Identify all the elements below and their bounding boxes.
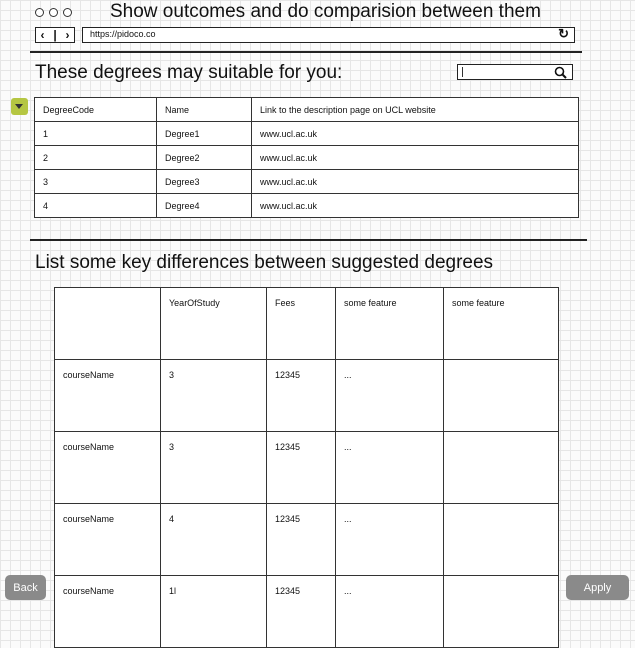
forward-arrow-icon[interactable]: › [65, 28, 70, 42]
header-cell: Fees [267, 288, 336, 360]
table-row [55, 432, 559, 504]
table-row [55, 576, 559, 648]
table-header-row [35, 98, 579, 122]
degree-link[interactable]: www.ucl.ac.uk [252, 194, 579, 218]
year-cell: 3 [161, 360, 267, 432]
feature-cell: ... [336, 360, 444, 432]
degree-name-cell: Degree4 [157, 194, 252, 218]
course-name-cell: courseName [55, 576, 161, 648]
degree-name-cell: Degree3 [157, 170, 252, 194]
window-control-dot[interactable] [35, 8, 44, 17]
header-cell: Link to the description page on UCL website [252, 98, 579, 122]
degree-link[interactable]: www.ucl.ac.uk [252, 122, 579, 146]
header-cell: some feature [444, 288, 559, 360]
table-row[interactable] [35, 194, 579, 218]
degree-name-cell: Degree1 [157, 122, 252, 146]
header-cell: YearOfStudy [161, 288, 267, 360]
reload-icon[interactable]: ↻ [558, 26, 569, 41]
differences-heading: List some key differences between suggested degrees [35, 252, 494, 273]
divider [30, 51, 582, 53]
table-row[interactable] [35, 170, 579, 194]
degree-link[interactable]: www.ucl.ac.uk [252, 146, 579, 170]
feature-cell [444, 432, 559, 504]
window-control-dot[interactable] [49, 8, 58, 17]
back-button[interactable]: Back [5, 575, 46, 600]
feature-cell: ... [336, 432, 444, 504]
feature-cell [444, 360, 559, 432]
course-name-cell: courseName [55, 432, 161, 504]
back-arrow-icon[interactable]: ‹ [40, 28, 45, 42]
table-row[interactable] [35, 122, 579, 146]
divider [30, 239, 587, 241]
feature-cell: ... [336, 504, 444, 576]
header-cell [55, 288, 161, 360]
apply-button[interactable]: Apply [566, 575, 629, 600]
header-cell: Name [157, 98, 252, 122]
browser-nav [35, 27, 75, 43]
fees-cell: 12345 [267, 360, 336, 432]
header-cell: DegreeCode [35, 98, 157, 122]
degree-code-cell: 3 [35, 170, 157, 194]
fees-cell: 12345 [267, 576, 336, 648]
suitable-degrees-heading: These degrees may suitable for you: [35, 62, 343, 83]
feature-cell: ... [336, 576, 444, 648]
degree-code-cell: 1 [35, 122, 157, 146]
window-control-dot[interactable] [63, 8, 72, 17]
search-icon[interactable] [554, 66, 567, 79]
address-bar[interactable] [82, 27, 575, 43]
feature-cell [444, 504, 559, 576]
degree-link[interactable]: www.ucl.ac.uk [252, 170, 579, 194]
table-row[interactable] [35, 146, 579, 170]
header-cell: some feature [336, 288, 444, 360]
year-cell: 4 [161, 504, 267, 576]
table-row [55, 504, 559, 576]
address-url: https://pidoco.co [90, 29, 156, 39]
text-cursor [462, 67, 463, 77]
collapse-toggle-icon[interactable] [11, 98, 28, 115]
search-input[interactable] [457, 64, 573, 80]
year-cell: 3 [161, 432, 267, 504]
comparison-table [54, 287, 559, 648]
degree-name-cell: Degree2 [157, 146, 252, 170]
window-controls [35, 8, 72, 17]
fees-cell: 12345 [267, 504, 336, 576]
degree-code-cell: 2 [35, 146, 157, 170]
fees-cell: 12345 [267, 432, 336, 504]
table-header-row [55, 288, 559, 360]
degrees-table [34, 97, 579, 218]
year-cell: 1l [161, 576, 267, 648]
feature-cell [444, 576, 559, 648]
course-name-cell: courseName [55, 360, 161, 432]
table-row [55, 360, 559, 432]
nav-divider: | [53, 28, 57, 42]
course-name-cell: courseName [55, 504, 161, 576]
window-title: Show outcomes and do comparision between them [110, 1, 541, 22]
degree-code-cell: 4 [35, 194, 157, 218]
